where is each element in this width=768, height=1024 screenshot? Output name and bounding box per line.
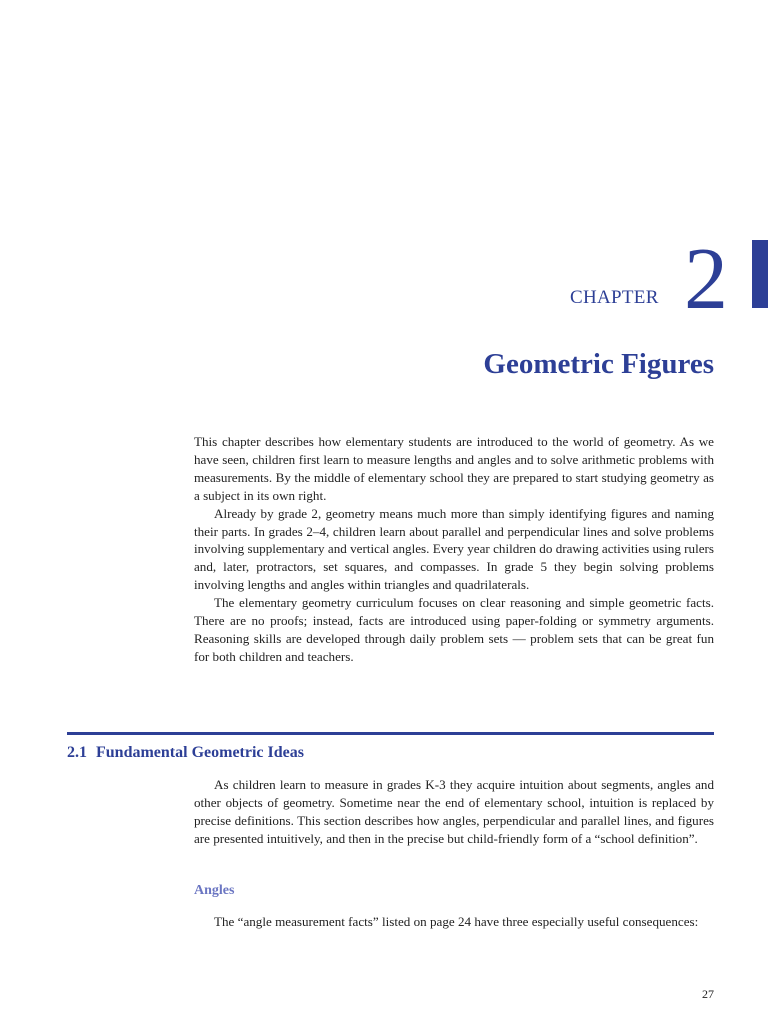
section-number: 2.1 (67, 744, 87, 761)
chapter-label: CHAPTER (570, 287, 659, 308)
section-rule (67, 732, 714, 735)
section-paragraph: As children learn to measure in grades K-3 they acquire intuition about segments, angles and other objects of geometry. Sometime near the end of elementary school, intuition is replaced by precise definitions. This section describes how angles, perpendicular and parallel lines, and figures are presented intuitively, and then in the precise but child-friendly form of a “school definition”. (194, 777, 714, 846)
page-number: 27 (702, 987, 714, 1001)
intro-paragraph-3: The elementary geometry curriculum focuses on clear reasoning and simple geometric facts. There are no proofs; instead, facts are introduced using paper-folding or symmetry arguments. Reasoning skills are developed through daily problem sets — problem sets that can be great fun for both children and teachers. (194, 595, 714, 664)
subsection-heading: Angles (194, 883, 235, 898)
chapter-number: 2 (684, 231, 728, 328)
intro-paragraph-2: Already by grade 2, geometry means much more than simply identifying figures and naming their parts. In grades 2–4, children learn about parallel and perpendicular lines and solve problems involving supplementary and vertical angles. Every year children do drawing activities using rulers and, later, protractors, set squares, and compasses. In grade 5 they begin solving problems involving lengths and angles within triangles and quadrilaterals. (194, 505, 714, 593)
chapter-title: Geometric Figures (483, 348, 714, 380)
chapter-bar (752, 240, 768, 308)
intro-text (194, 433, 714, 666)
section-heading (67, 744, 304, 762)
section-title: Fundamental Geometric Ideas (96, 744, 304, 761)
subsection-text (194, 913, 714, 931)
chapter-heading (560, 231, 768, 328)
subsection-paragraph: The “angle measurement facts” listed on page 24 have three especially useful consequences: (214, 914, 699, 929)
intro-paragraph-1: This chapter describes how elementary students are introduced to the world of geometry. As we have seen, children first learn to measure lengths and angles and to solve arithmetic problems with measurements. By the middle of elementary school they are prepared to start studying geometry as a subject in its own right. (194, 434, 714, 503)
section-text (194, 776, 714, 848)
